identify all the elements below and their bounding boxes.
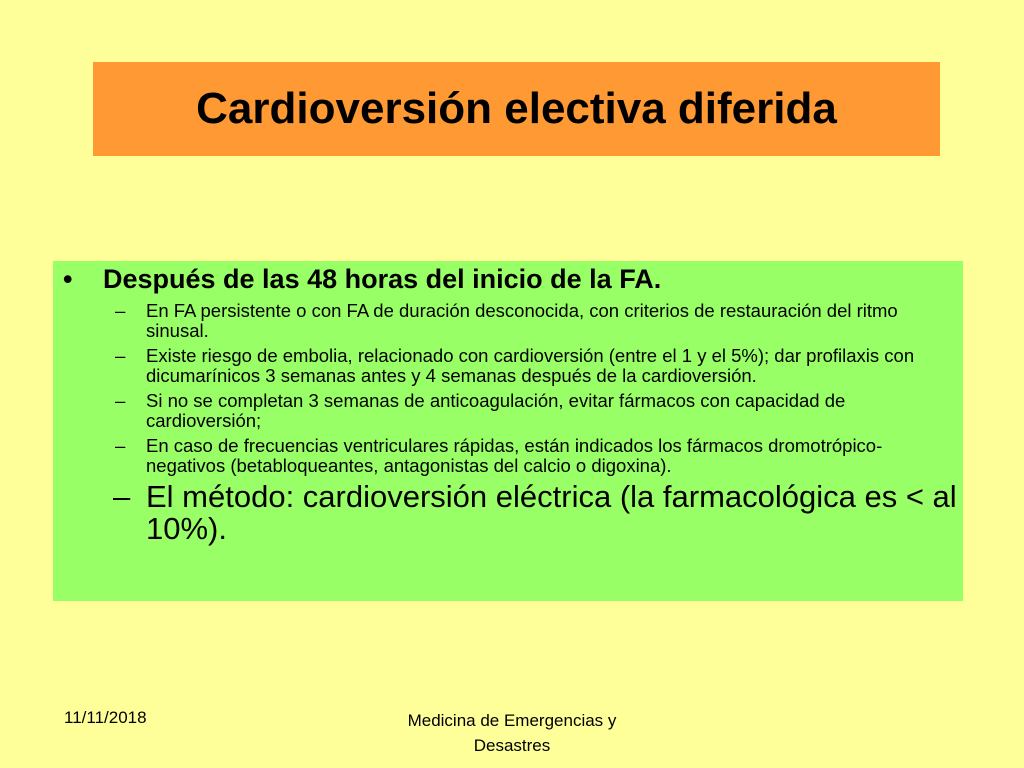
sub-bullet [53,346,963,385]
sub-bullet-text: Si no se completan 3 semanas de anticoagulación, evitar fármacos con capacidad de cardioversión; [146,390,846,431]
sub-bullet-text: Existe riesgo de embolia, relacionado con cardioversión (entre el 1 y el 5%); dar profilaxis con dicumarínicos 3 semanas antes y 4 semanas después de la cardioversión. [146,345,915,386]
footer-date: 11/11/2018 [64,708,147,727]
dash-symbol: – [115,300,126,321]
sub-bullet-list [53,301,963,551]
title-box [93,62,940,156]
sub-bullet-emphasis [53,481,963,545]
sub-bullet-text: En caso de frecuencias ventriculares rápidas, están indicados los fármacos dromotrópico-negativos (betabloqueantes, antagonistas del calcio o digoxina). [146,435,883,476]
footer-title: Medicina de Emergencias y Desastres [407,711,617,755]
sub-bullet [53,391,963,430]
sub-bullet [53,301,963,340]
slide-title: Cardioversión electiva diferida [196,84,837,133]
bullet-symbol: • [63,264,73,294]
main-bullet-text: Después de las 48 horas del inicio de la FA. [103,264,662,294]
dash-symbol: – [115,390,126,411]
dash-symbol: – [113,479,131,514]
sub-bullet [53,436,963,475]
sub-bullet-text: En FA persistente o con FA de duración desconocida, con criterios de restauración del ritmo sinusal. [146,300,898,341]
sub-bullet-text: El método: cardioversión eléctrica (la farmacológica es < al 10%). [146,479,957,546]
dash-symbol: – [115,435,126,456]
content-box [53,261,963,601]
dash-symbol: – [115,345,126,366]
